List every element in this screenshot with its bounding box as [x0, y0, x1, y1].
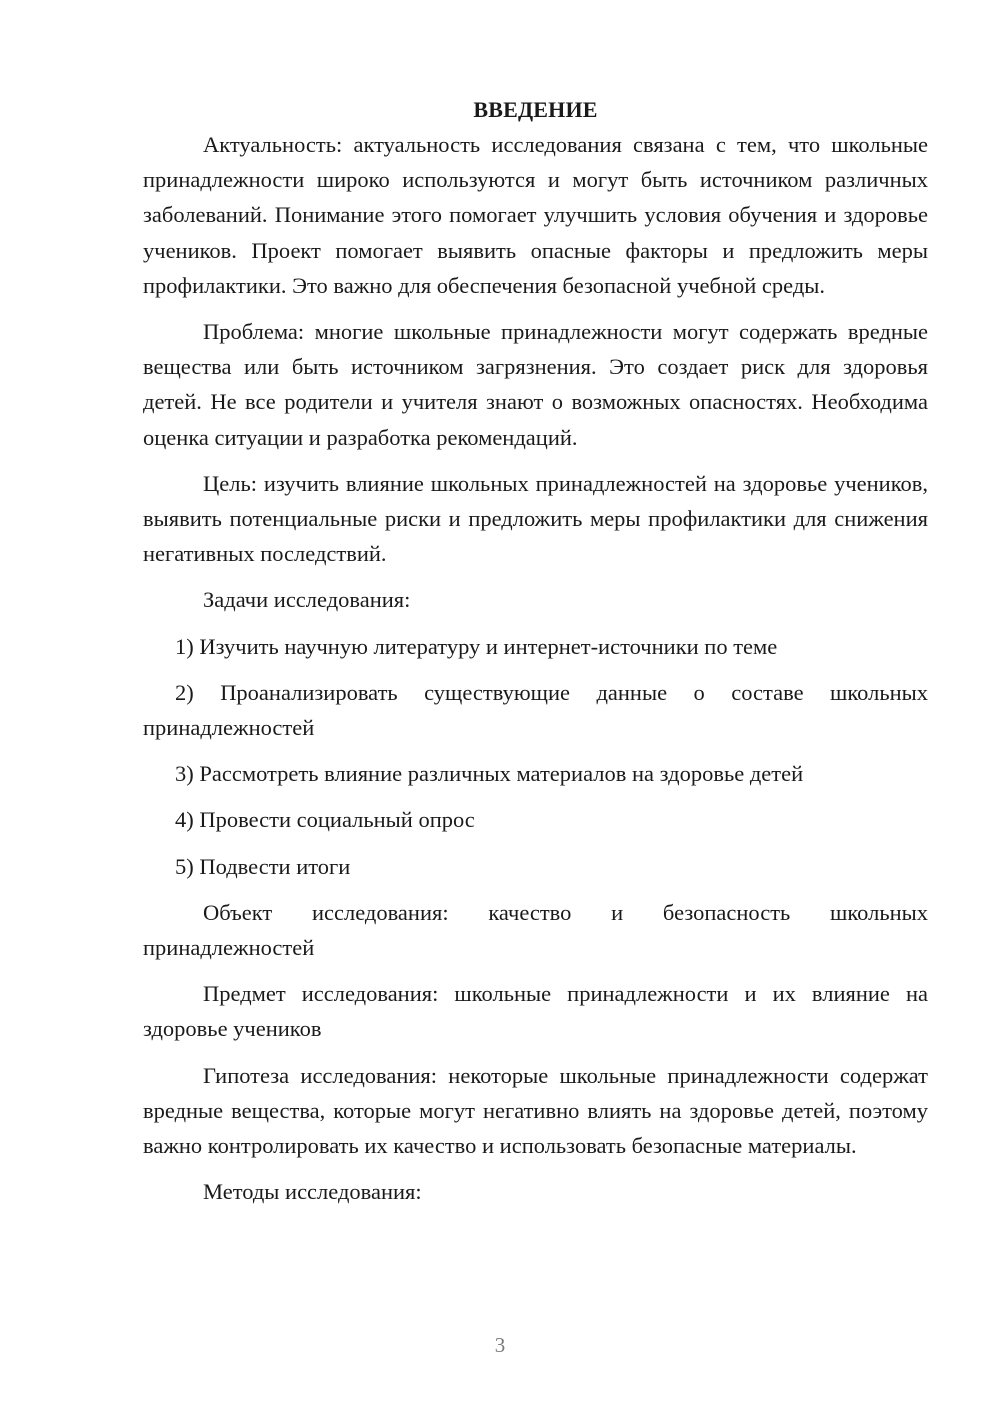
paragraph-methods: Методы исследования: — [203, 1179, 422, 1205]
paragraph-hypothesis: Гипотеза исследования: некоторые школьные принадлежности содержат вредные вещества, которые могут негативно влиять на здоровье детей, поэтому важно контролировать их качество и использовать безопасные материалы. — [143, 1062, 928, 1159]
paragraph-relevance: Актуальность: актуальность исследования связана с тем, что школьные принадлежности широко используются и могут быть источником различных заболеваний. Понимание этого помогает улучшить условия обучения и здоровье учеников. Проект помогает выявить опасные факторы и предложить меры профилактики. Это важно для обеспечения безопасной учебной среды. — [143, 132, 928, 298]
paragraph-object: Объект исследования: качество и безопасность школьных принадлежностей — [143, 899, 928, 961]
paragraph-subject: Предмет исследования: школьные принадлежности и их влияние на здоровье учеников — [143, 981, 928, 1042]
list-item-task-4: 4) Провести социальный опрос — [175, 807, 475, 833]
page-number: 3 — [494, 1333, 506, 1357]
list-item-task-2: 2) Проанализировать существующие данные о составе школьных принадлежностей — [143, 679, 928, 741]
list-item-task-1: 1) Изучить научную литературу и интернет-источники по теме — [175, 633, 778, 659]
paragraph-goal: Цель: изучить влияние школьных принадлежностей на здоровье учеников, выявить потенциальные риски и предложить меры профилактики для снижения негативных последствий. — [143, 470, 928, 567]
page-title: ВВЕДЕНИЕ — [473, 97, 598, 122]
list-item-task-5: 5) Подвести итоги — [175, 853, 351, 879]
paragraph-problem: Проблема: многие школьные принадлежности могут содержать вредные вещества или быть источником загрязнения. Это создает риск для здоровья детей. Не все родители и учителя знают о возможных опасностях. Необходима оценка ситуации и разработка рекомендаций. — [143, 319, 928, 450]
list-item-task-3: 3) Рассмотреть влияние различных материалов на здоровье детей — [175, 761, 804, 787]
document-page — [143, 92, 928, 1209]
paragraph-tasks-heading: Задачи исследования: — [203, 587, 411, 613]
